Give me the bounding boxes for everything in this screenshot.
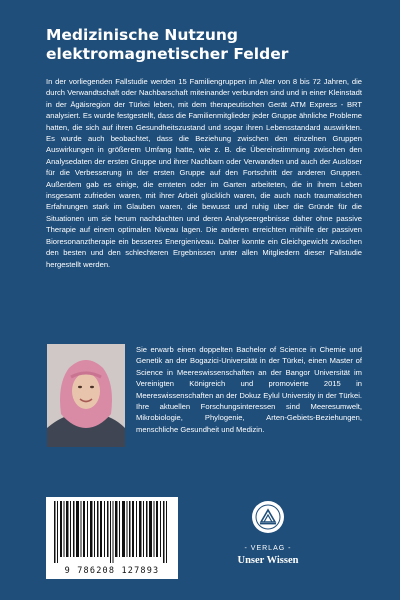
author-bio: Sie erwarb einen doppelten Bachelor of Science in Chemie und Genetik an der Bogazici-Universität in der Türkei, einen Master of Science in Meereswissenschaften an der Bangor Universität im Vereinigten Königreich und promovierte 2015 in Meereswissenschaften an der Dokuz Eylul University in der Türkei. Ihre aktuellen Forschungsinteressen sind Meeresumwelt, Mikrobiologie, Phylogenie, Arten-Gebiets-Beziehungen, menschliche Gesundheit und Medizin. <box>136 345 362 434</box>
book-description: In der vorliegenden Fallstudie werden 15 Familiengruppen im Alter von 8 bis 72 Jahren, die durch Verwandtschaft oder Nachbarschaft miteinander verbunden sind und in einer Kleinstadt in der Ägäisregion der Türkei leben, mit dem therapeutischen Gerät ATM Express - BRT analysiert. Es wurde festgestellt, dass die Familienmitglieder jeder Gruppe ähnliche Probleme hatten, die sich auf ihren Gesundheitszustand und sogar ihren Lebensstandard auswirkten. Es wurde auch beobachtet, dass die Beziehung zwischen den einzelnen Gruppen Auswirkungen in größerem Umfang hatte, wie z. B. die Übereinstimmung zwischen den Analysedaten der ersten Gruppe und ihrer Nachbarn oder Verwandten und auch der Auslöser für die Verbesserung in der ersten Gruppe auf den Fortschritt der anderen Gruppen. Außerdem gab es einige, die ernteten oder im Garten arbeiteten, die in ihrem Leben insgesamt zufrieden waren, mit ihrer Arbeit glücklich waren, die auch nach traumatischen Erfahrungen stark im Glauben waren, die bewusst und ruhig über die Gründe für die Situationen um sie herum nachdachten und deren Analyseergebnisse daher ohne passive Therapie auf einem optimalen Niveau lagen. Die anderen erreichten mithilfe der passiven Bioresonanztherapie ein besseres Energieniveau. Daher konnte ein Gleichgewicht zwischen den besten und den schlechteren Ergebnissen unter allen Mitgliedern dieser Fallstudie hergestellt werden. <box>46 77 362 269</box>
book-title <box>46 26 366 64</box>
publisher-emblem-icon <box>251 500 285 540</box>
publisher-logo <box>228 500 308 588</box>
author-photo <box>47 344 125 447</box>
publisher-verlag-label: - VERLAG - <box>244 545 292 552</box>
barcode-bars-icon <box>50 501 174 563</box>
isbn-number: 9 786208 127893 <box>64 566 160 576</box>
book-title-line1: Medizinische Nutzung <box>46 26 238 44</box>
book-title-line2: elektromagnetischer Felder <box>46 45 289 63</box>
publisher-name: Unser Wissen <box>237 555 299 566</box>
isbn-barcode <box>46 497 178 579</box>
